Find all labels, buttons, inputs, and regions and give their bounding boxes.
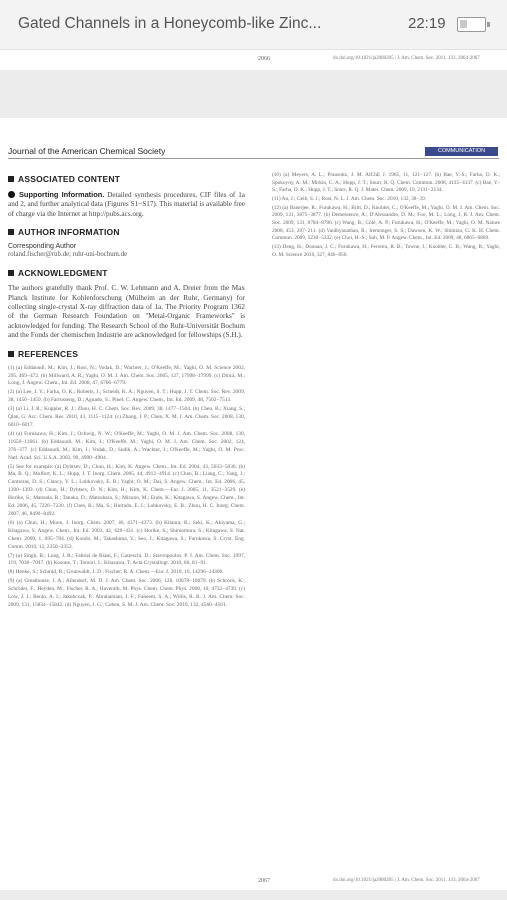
reference-item: (9) (a) Greathouse, J. A.; Allendorf, M. D. J. Am. Chem. Soc. 2006, 128, 10678−10679. (b) Schröck, K.; Schröder, F.; Heyden, M.; Fischer, R. A.; Havenith, M. Phys. Chem. Chem. Phys. 2008, 10, 4732−4739. (c) Low, J. J.; Benin, A. I.; Jakubczak, P.; Abrahamian, J. F.; Faheem, S. A.; Willis, R. R. J. Am. Chem. Soc. 2009, 131, 15834−15842. (d) Nguyen, J. G.; Cohen, S. M. J. Am. Chem. Soc. 2010, 132, 4560−4561.: [8, 578, 245, 608]
article-type-badge: COMMUNICATION: [425, 147, 498, 156]
page-number: 2066: [258, 56, 270, 62]
reference-item: (11) An, J.; Geib, S. J.; Rosi, N. L. J. Am. Chem. Soc. 2010, 132, 38−39.: [272, 195, 427, 202]
reference-item: (1) (a) Eddaoudi, M.; Kim, J.; Rosi, N.; Vodak, D.; Wachter, J.; O'Keeffe, M.; Yaghi, O. M. Science 2002, 295, 469−472. (b) Millward, A. R.; Yaghi, O. M. J. Am. Chem. Soc. 2005, 127, 17998−17999. (c) Dincă, M.; Long, J. Angew. Chem., Int. Ed. 2008, 47, 6766−6779.: [8, 364, 245, 387]
section-heading-acknowledgment: ACKNOWLEDGMENT: [8, 268, 245, 278]
page-footer: [0, 876, 507, 890]
page-gap: [0, 890, 507, 900]
supporting-information: Supporting Information. Detailed synthesis procedures, CIF files of 1a and 2, and further analytical data (Figures S1−S17). This material is available free of charge via the Internet at http://pubs.acs.org.: [8, 190, 245, 218]
reference-item: (5) See for example: (a) Dybtsev, D.; Chun, H.; Kim, K. Angew. Chem., Int. Ed. 2004, 43, 5033−5036. (b) Ma, B. Q.; Mulfort, K. L.; Hupp, J. T. Inorg. Chem. 2005, 44, 4912−4914. (c) Chen, B.; Liang, C.; Yang, J.; Contreras, D. S.; Clancy, Y. L.; Lobkovsky, E. B.; Yaghi, O. M.; Dai, S. Angew. Chem., Int. Ed. 2006, 45, 1390−1393. (d) Chun, H.; Dybtsev, D. N.; Kim, H.; Kim, K. Chem.—Eur. J. 2005, 11, 3521−3529. (e) Horike, S.; Matsuda, R.; Tanaka, D.; Matsubara, S.; Mizuno, M.; Endo, K.; Kitagawa, S. Angew. Chem., Int. Ed. 2006, 45, 7226−7230. (f) Chen, B.; Ma, S.; Hurtado, E. J.; Lobkovsky, E. B.; Zhou, H. C. Inorg. Chem. 2007, 46, 8490−8492.: [8, 463, 245, 517]
supporting-information-lead: Supporting Information.: [19, 190, 105, 199]
reference-item: (8) Henke, S.; Schmid, R.; Grunwaldt, J. D.; Fischer, R. A. Chem.—Eur. J. 2010, 16, 14296−14306.: [8, 569, 224, 576]
right-column: [272, 172, 500, 260]
header-rule: [8, 158, 499, 159]
section-heading-references: REFERENCES: [8, 349, 245, 359]
journal-header: Journal of the American Chemical Society: [8, 146, 166, 156]
reference-item: (13) Deng, H.; Doonan, J. C.; Furukawa, H.; Ferreira, R. B.; Towne, J.; Knobler, C. B.; Wang, B.; Yaghi, O. M. Science 2010, 327, 846−850.: [272, 243, 500, 258]
page-number: 2067: [258, 878, 270, 884]
battery-icon: [457, 17, 486, 32]
bullet-icon: [8, 191, 15, 198]
acknowledgment-text: The authors gratefully thank Prof. C. W. Lehmann and A. Dreier from the Max Planck Institute for Kohlenforschung (Mülheim an der Ruhr, Germany) for collecting single-crystal X-ray diffraction data of 1a. The Priority Program 1362 of the German Research Foundation on "Metal-Organic Frameworks" is acknowledged for funding. The Research School of the Ruhr-Universität Bochum and the Fonds der chemischen Industrie are acknowledged for fellowships (S.H.).: [8, 284, 245, 340]
section-heading-author-information: AUTHOR INFORMATION: [8, 227, 245, 237]
reference-item: (3) (a) Li, J. R.; Kuppler, R. J.; Zhou, H. C. Chem. Soc. Rev. 2009, 38, 1477−1504. (b) Chen, B.; Xiang, S.; Qian, G. Acc. Chem. Res. 2010, 43, 1115−1124. (c) Zhang, J. P.; Chen, X. M. J. Am. Chem. Soc. 2008, 130, 6010−6017.: [8, 406, 245, 428]
section-bullet-icon: [8, 270, 14, 276]
page-gap: [0, 70, 507, 118]
corresponding-author-label: Corresponding Author: [8, 243, 77, 251]
section-heading-associated-content: ASSOCIATED CONTENT: [8, 174, 245, 184]
page-citation: dx.doi.org/10.1021/ja2080205 | J. Am. Chem. Soc. 2011, 133, 2064-2067: [333, 878, 480, 883]
battery-level: [460, 20, 467, 28]
page-citation: dx.doi.org/10.1021/ja2080205 | J. Am. Chem. Soc. 2011, 133, 2064-2067: [333, 56, 480, 61]
journal-page[interactable]: [0, 120, 507, 880]
left-column: [8, 170, 245, 611]
section-bullet-icon: [8, 176, 14, 182]
reference-item: (4) (a) Furukawa, H.; Kim, J.; Ockwig, N. W.; O'Keeffe, M.; Yaghi, O. M. J. Am. Chem. Soc. 2008, 130, 11650−11661. (b) Eddaoudi, M.; Kim, J.; O'Keeffe, M.; Yaghi, O. M. J. Am. Chem. Soc. 2002, 124, 376−377. (c) Eddaoudi, M.; Kim, J.; Vodak, D.; Sudik, A.; Wachter, J.; O'Keeffe, M.; Yaghi, O. M. Proc. Natl. Acad. Sci. U.S.A. 2002, 99, 4900−4904.: [8, 430, 245, 461]
author-email[interactable]: roland.fischer@rub.de; ruhr-uni-bochum.de: [8, 251, 127, 259]
reference-item: (7) (a) Singh, B.; Long, J. R.; Fabrizi de Biani, F.; Gatteschi, D.; Stavropoulos, P. J. Am. Chem. Soc. 1997, 119, 7030−7047. (b) Kosone, T.; Tomori, I.; Kitazawa, T. Acta Crystallogr. 2010, 66, 81−91.: [8, 552, 245, 567]
app-bar: [0, 0, 507, 50]
clock: 22:19: [408, 15, 446, 32]
previous-page-footer: [0, 50, 507, 68]
document-title[interactable]: Gated Channels in a Honeycomb-like Zinc...: [18, 15, 322, 32]
section-bullet-icon: [8, 351, 14, 357]
section-bullet-icon: [8, 229, 14, 235]
reference-item: (6) (a) Chun, H.; Moon, J. Inorg. Chem. 2007, 46, 4371−4373. (b) Kitaura, R.; Seki, K.; Akiyama, G.; Kitagawa, S. Angew. Chem., Int. Ed. 2003, 42, 428−431. (c) Horike, S.; Shimomura, S.; Kitagawa, S. Nat. Chem. 2009, 1, 695−704. (d) Kondo, M.; Takashima, Y.; Seo, J.; Kitagawa, S.; Furukawa, S. Cryst. Eng. Comm. 2010, 12, 2350−2353.: [8, 519, 245, 550]
reference-item: (12) (a) Banerjee, R.; Furukawa, H.; Britt, D.; Knobler, C.; O'Keeffe, M.; Yaghi, O. M. J. Am. Chem. Soc. 2009, 131, 3875−3877. (b) Demessence, A.; D'Alessandro, D. M.; Foo, M. L.; Long, J. R. J. Am. Chem. Soc. 2009, 131, 8784−8786. (c) Wang, B.; Côté, A. P.; Furukawa, H.; O'Keeffe, M.; Yaghi, O. M. Nature 2008, 453, 207−211. (d) Vaidhyanathan, R.; Iremonger, S. S.; Dawson, K. W.; Shimizu, G. K. H. Chem. Commun. 2009, 5230−5232. (e) Choi, H.-S.; Suh, M. P. Angew. Chem., Int. Ed. 2009, 48, 6865−6869.: [272, 204, 500, 242]
reference-item: (2) (a) Lee, J. Y.; Farha, O. K.; Roberts, J.; Scheidt, K. A.; Nguyen, S. T.; Hupp, J. T. Chem. Soc. Rev. 2009, 38, 1450−1459. (b) Farrusseng, D.; Aguado, S.; Pinel, C. Angew. Chem., Int. Ed. 2009, 48, 7502−7513.: [8, 389, 245, 404]
reference-item: (10) (a) Meyers, A. L.; Prausnitz, J. M. AIChE J. 1965, 11, 121−127. (b) Bae, Y.-S.; Farha, O. K.; Spokoyny, A. M.; Mirkin, C. A.; Hupp, J. T.; Snurr, R. Q. Chem. Commun. 2008, 4135−4137. (c) Bae, Y.-S.; Farha, O. K.; Hupp, J. T.; Snurr, R. Q. J. Mater. Chem. 2009, 19, 2131−2134.: [272, 172, 500, 194]
